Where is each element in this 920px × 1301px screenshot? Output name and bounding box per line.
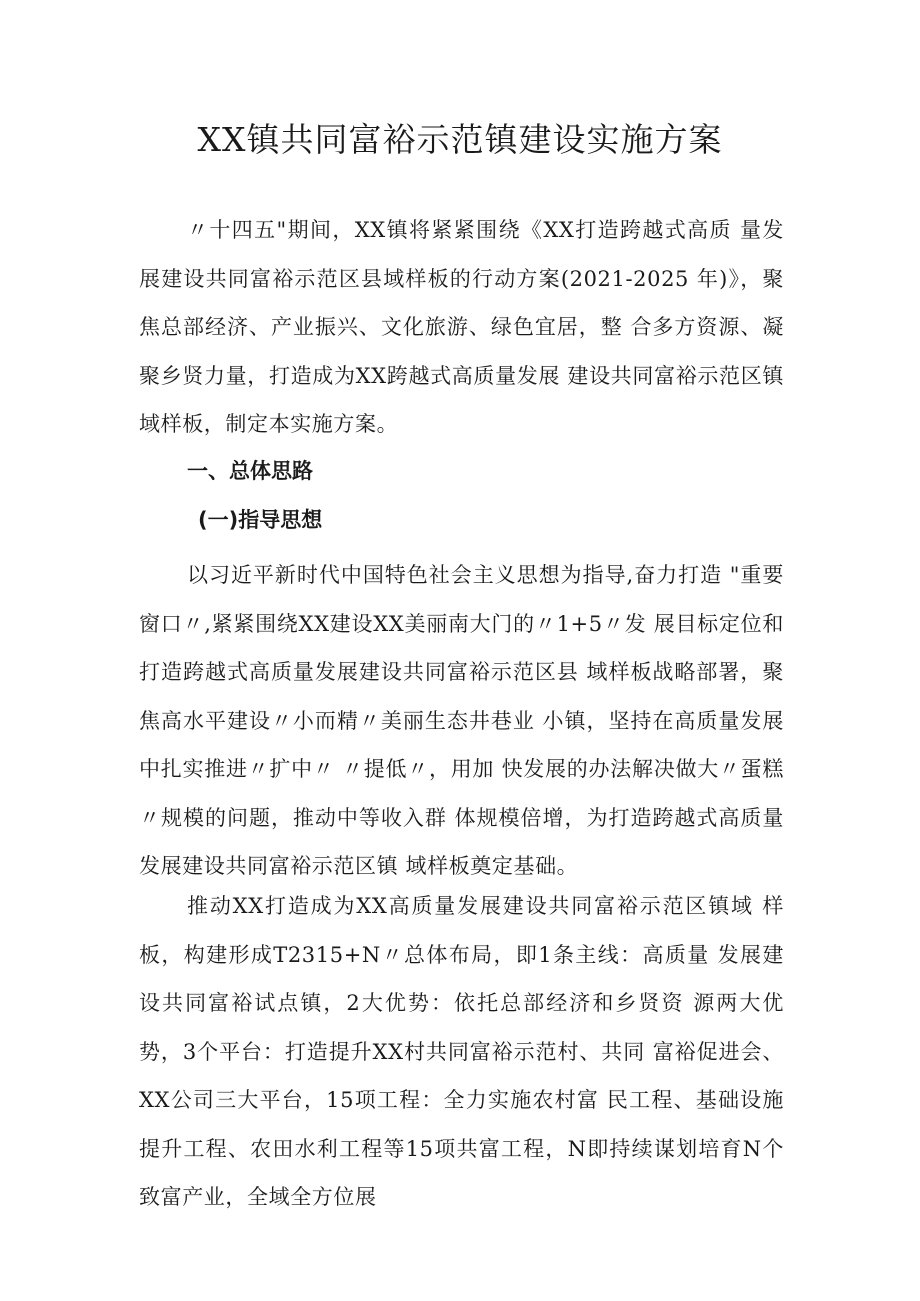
guiding-ideology-paragraph: 以习近平新时代中国特色社会主义思想为指导,奋力打造 "重要窗口〃,紧紧围绕XX建设XX美丽南大门的〃1+5〃发 展目标定位和打造跨越式高质量发展建设共同富裕示范区县 域样板战略部署，聚焦高水平建设〃小而精〃美丽生态井巷业 小镇，坚持在高质量发展中扎实推进〃扩中〃 〃提低〃，用加 快发展的办法解决做大〃蛋糕〃规模的问题，推动中等收入群 体规模倍增，为打造跨越式高质量发展建设共同富裕示范区镇 域样板奠定基础。 (139, 563, 784, 878)
document-title: XX镇共同富裕示范镇建设实施方案 (197, 120, 723, 159)
section-heading-overall-approach: 一、总体思路 (187, 459, 313, 483)
intro-paragraph: 〃十四五"期间，XX镇将紧紧围绕《XX打造跨越式高质 量发展建设共同富裕示范区县域样板的行动方案(2021-2025 年)》，聚焦总部经济、产业振兴、文化旅游、绿色宜居，整 合多方资源、凝聚乡贤力量，打造成为XX跨越式高质量发展 建设共同富裕示范区镇域样板，制定本实施方案。 (139, 218, 784, 436)
subsection-heading-guiding-ideology: (一)指导思想 (198, 508, 323, 532)
overall-layout-paragraph: 推动XX打造成为XX高质量发展建设共同富裕示范区镇域 样板，构建形成T2315+N〃总体布局，即1条主线：高质量 发展建设共同富裕试点镇，2大优势：依托总部经济和乡贤资 源两大优势，3个平台：打造提升XX村共同富裕示范村、共同 富裕促进会、XX公司三大平台，15项工程：全力实施农村富 民工程、基础设施提升工程、农田水利工程等15项共富工程，N即持续谋划培育N个致富产业，全域全方位展 (139, 894, 784, 1209)
